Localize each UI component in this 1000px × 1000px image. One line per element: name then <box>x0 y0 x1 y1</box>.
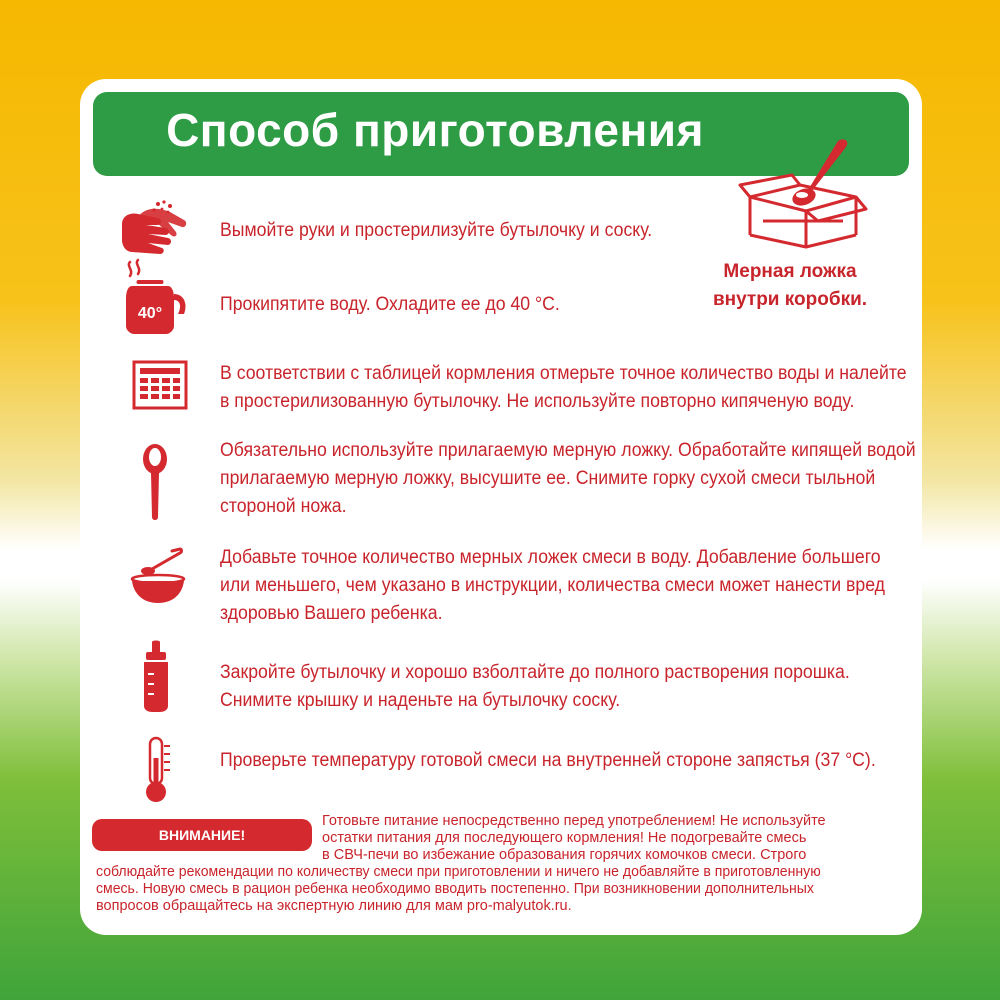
feeding-table-icon <box>132 360 204 440</box>
step-6-text: Закройте бутылочку и хорошо взболтайте до полного растворения порошка. Снимите крышку и наденьте на бутылочку соску. <box>220 662 850 711</box>
warning-text-line: в СВЧ-печи во избежание образования горячих комочков смеси. Строго <box>322 847 807 863</box>
svg-text:40°: 40° <box>137 305 163 322</box>
warning-text-line: смесь. Новую смесь в рацион ребенка необходимо вводить постепенно. При возникновении дополнительных <box>96 881 814 897</box>
warning-text-line: Готовьте питание непосредственно перед употреблением! Не используйте <box>322 813 826 829</box>
baby-bottle-icon <box>136 640 208 720</box>
warning-text-line: вопросов обращайтесь на экспертную линию для мам pro-malyutok.ru. <box>96 898 572 914</box>
step-3-text: В соответствии с таблицей кормления отмерьте точное количество воды и налейте в простерилизованную бутылочку. Не используйте повторно кипяченую воду. <box>220 363 907 412</box>
warning-text-line: остатки питания для последующего кормления! Не подогревайте смесь <box>322 830 807 846</box>
kettle-icon <box>118 258 190 338</box>
step-1-text: Вымойте руки и простерилизуйте бутылочку и соску. <box>220 220 653 241</box>
step-2-text: Прокипятите воду. Охладите ее до 40 °С. <box>220 294 560 315</box>
step-5-text: Добавьте точное количество мерных ложек смеси в воду. Добавление большего или меньшего, чем указано в инструкции, количества смеси может нанести вред здоровью Вашего ребенка. <box>220 547 885 624</box>
bowl-spoon-icon <box>128 547 200 627</box>
warning-badge: ВНИМАНИЕ! <box>92 819 312 851</box>
page-title: Способ приготовления <box>166 104 704 156</box>
step-4-text: Обязательно используйте прилагаемую мерную ложку. Обработайте кипящей водой прилагаемую мерную ложку, высушите ее. Снимите горку сухой смеси тыльной стороной ножа. <box>220 440 916 517</box>
warning-text-line: соблюдайте рекомендации по количеству смеси при приготовлении и ничего не добавляйте в приготовленную <box>96 864 821 880</box>
thermometer-icon <box>138 736 210 816</box>
spoon-in-box-icon <box>738 135 868 255</box>
spoon-inside-box-note: Мерная ложка внутри коробки. <box>712 261 868 310</box>
spoon-icon <box>140 443 212 523</box>
step-7-text: Проверьте температуру готовой смеси на внутренней стороне запястья (37 °С). <box>220 750 876 771</box>
